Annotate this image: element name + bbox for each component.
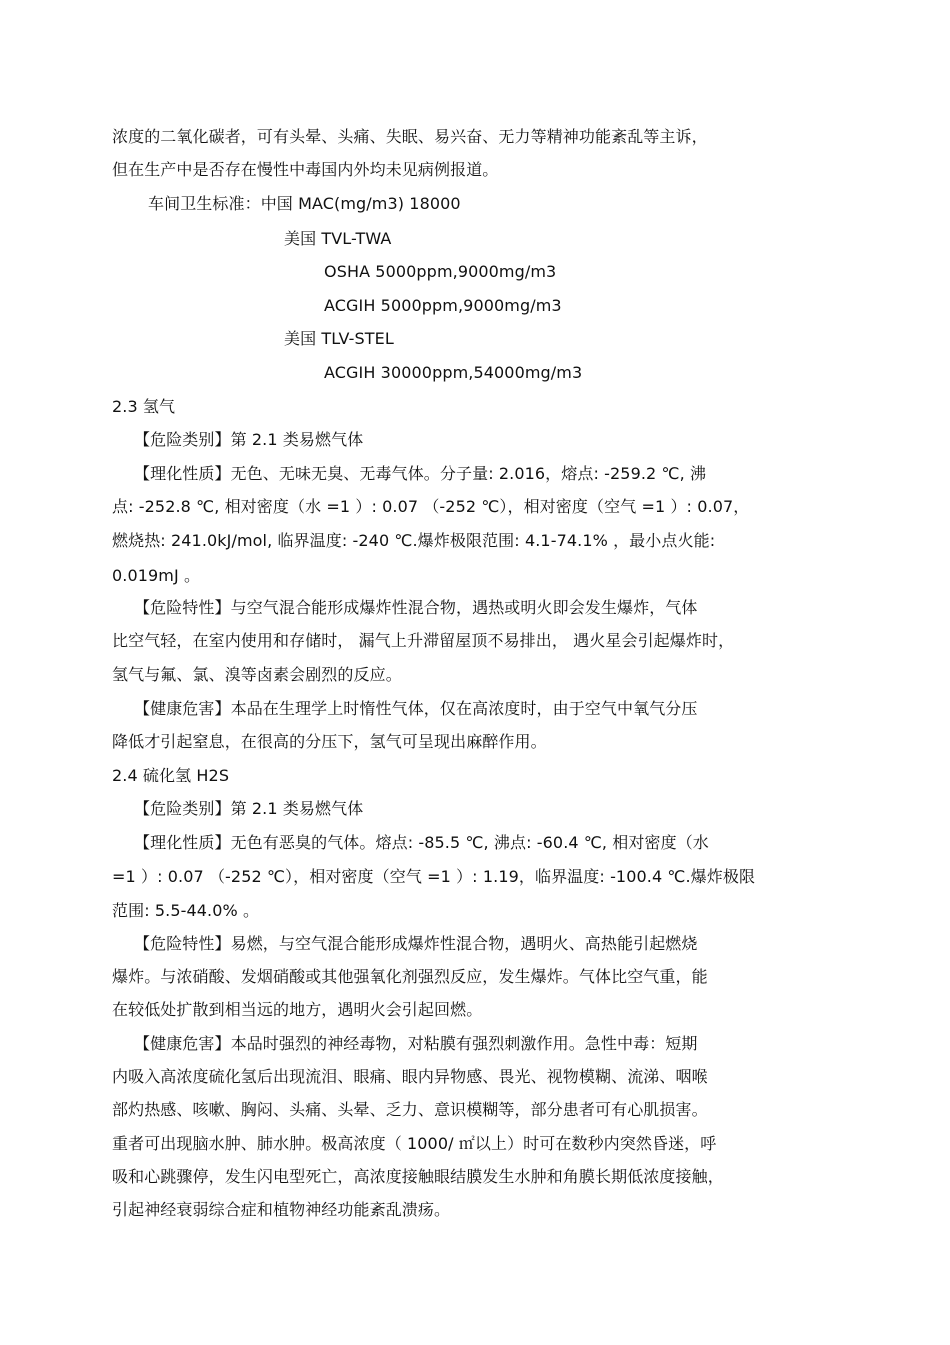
text-line: 【危险类别】第 2.1 类易燃气体 [134,799,364,818]
text-line: 爆炸。与浓硝酸、发烟硝酸或其他强氧化剂强烈反应，发生爆炸。气体比空气重，能 [112,967,708,986]
text-line: 车间卫生标准：中国 MAC(mg/m3) 18000 [148,194,461,213]
text-line: 在较低处扩散到相当远的地方，遇明火会引起回燃。 [112,1000,483,1019]
text-line: 吸和心跳骤停，发生闪电型死亡，高浓度接触眼结膜发生水肿和角膜长期低浓度接触， [112,1167,724,1186]
text-line: 点: -252.8 ℃, 相对密度（水 =1 ）: 0.07 （-252 ℃），相对密度（空气 =1 ）: 0.07， [112,497,750,516]
text-line: 但在生产中是否存在慢性中毒国内外均未见病例报道。 [112,160,499,179]
text-line: ACGIH 5000ppm,9000mg/m3 [324,296,562,315]
text-line: 【理化性质】无色有恶臭的气体。熔点: -85.5 ℃, 沸点: -60.4 ℃, 相对密度（水 [134,833,709,852]
text-line: 燃烧热: 241.0kJ/mol, 临界温度: -240 ℃.爆炸极限范围: 4.1-74.1% ，最小点火能: [112,531,716,550]
text-line: 【危险类别】第 2.1 类易燃气体 [134,430,364,449]
text-line: 内吸入高浓度硫化氢后出现流泪、眼痛、眼内异物感、畏光、视物模糊、流涕、咽喉 [112,1067,708,1086]
text-line: ACGIH 30000ppm,54000mg/m3 [324,363,583,382]
text-line: 范围: 5.5-44.0% 。 [112,901,260,920]
text-line: 【健康危害】本品时强烈的神经毒物，对粘膜有强烈刺激作用。急性中毒：短期 [134,1034,698,1053]
text-line: 引起神经衰弱综合症和植物神经功能紊乱溃疡。 [112,1200,451,1219]
text-line: 浓度的二氧化碳者，可有头晕、头痛、失眠、易兴奋、无力等精神功能紊乱等主诉， [112,127,708,146]
text-line: 美国 TVL-TWA [284,229,392,248]
text-line: =1 ）: 0.07 （-252 ℃），相对密度（空气 =1 ）: 1.19，临界温度: -100.4 ℃.爆炸极限 [112,867,756,886]
text-line: 【危险特性】易燃，与空气混合能形成爆炸性混合物，遇明火、高热能引起燃烧 [134,934,698,953]
text-line: 【危险特性】与空气混合能形成爆炸性混合物，遇热或明火即会发生爆炸，气体 [134,598,698,617]
text-line: 氢气与氟、氯、溴等卤素会剧烈的反应。 [112,665,402,684]
text-line: 降低才引起窒息，在很高的分压下，氢气可呈现出麻醉作用。 [112,732,547,751]
text-line: 比空气轻，在室内使用和存储时， 漏气上升滞留屋顶不易排出， 遇火星会引起爆炸时， [112,631,735,650]
text-line: 重者可出现脑水肿、肺水肿。极高浓度（ 1000/ ㎡以上）时可在数秒内突然昏迷，呼 [112,1134,717,1153]
text-line: 【理化性质】无色、无味无臭、无毒气体。分子量: 2.016，熔点: -259.2 ℃, 沸 [134,464,707,483]
text-line: 部灼热感、咳嗽、胸闷、头痛、头晕、乏力、意识模糊等，部分患者可有心肌损害。 [112,1100,708,1119]
text-line: OSHA 5000ppm,9000mg/m3 [324,262,557,281]
text-line: 【健康危害】本品在生理学上时惰性气体，仅在高浓度时，由于空气中氧气分压 [134,699,698,718]
section-heading: 2.3 氢气 [112,397,176,416]
text-line: 0.019mJ 。 [112,566,201,585]
section-heading: 2.4 硫化氢 H2S [112,766,230,785]
text-line: 美国 TLV-STEL [284,329,394,348]
